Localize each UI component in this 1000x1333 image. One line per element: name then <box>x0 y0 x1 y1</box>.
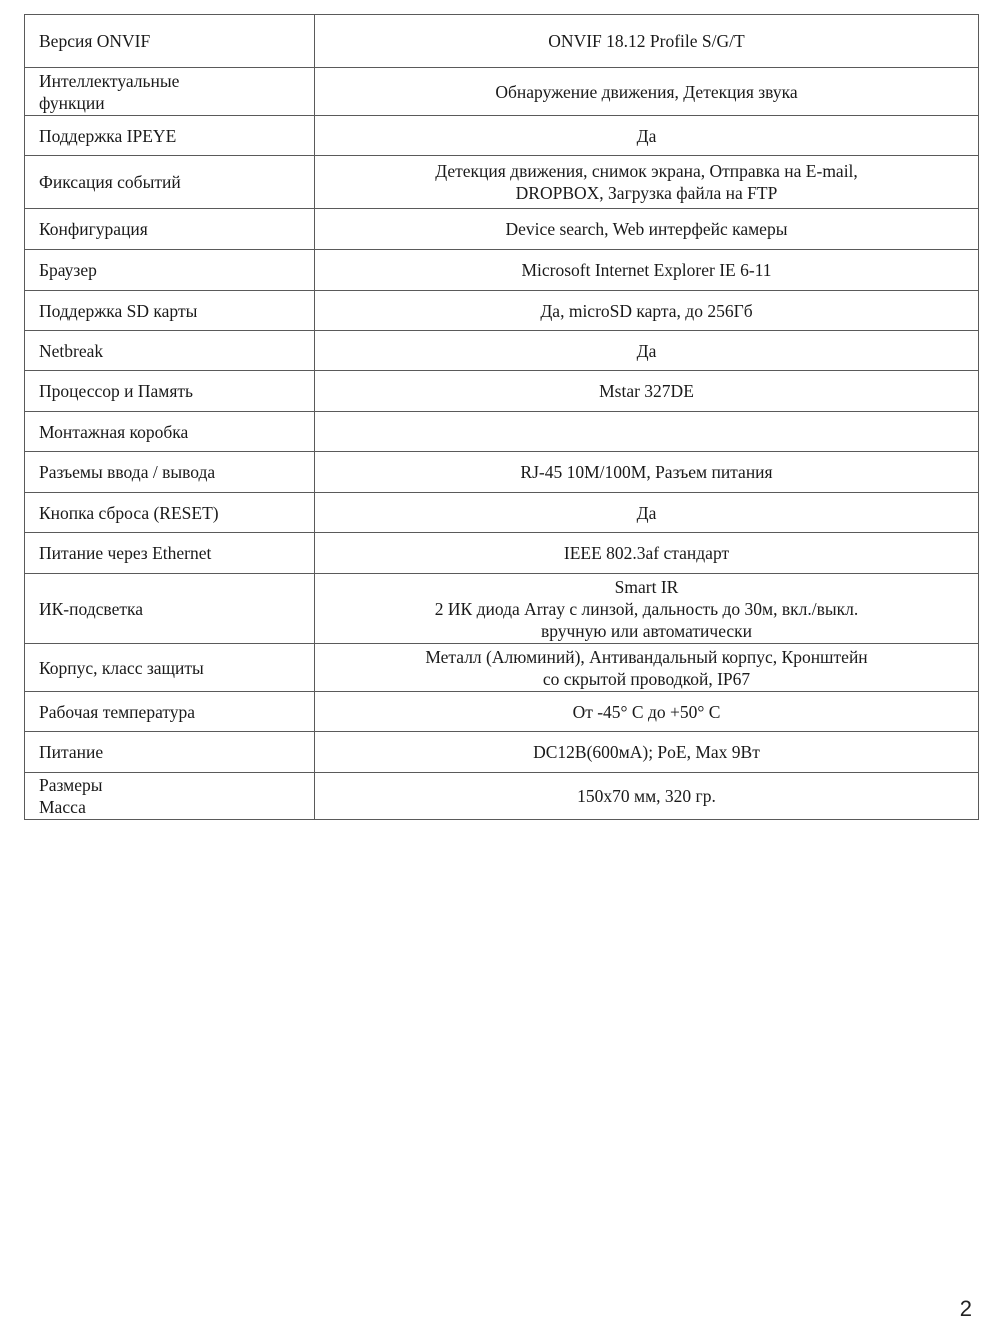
value-cell <box>315 68 979 116</box>
value-text: ONVIF 18.12 Profile S/G/T <box>548 31 745 51</box>
param-cell <box>25 692 315 732</box>
param-cell <box>25 574 315 644</box>
value-cell <box>315 773 979 820</box>
page-number: 2 <box>959 1296 972 1321</box>
param-cell <box>25 250 315 291</box>
value-cell <box>315 533 979 574</box>
value-text: Да <box>636 125 657 146</box>
table-row <box>25 644 979 692</box>
value-text: RJ-45 10M/100M, Разъем питания <box>520 462 773 482</box>
value-text: Металл (Алюминий), Антивандальный корпус, Кронштейн <box>425 646 868 667</box>
param-text: Монтажная коробка <box>39 421 189 442</box>
table-row <box>25 773 979 820</box>
value-cell <box>315 209 979 250</box>
value-text: Детекция движения, снимок экрана, Отправка на E-mail, <box>435 161 858 181</box>
param-text: Интеллектуальные <box>39 70 180 91</box>
param-text: Конфигурация <box>39 219 148 239</box>
value-text: IEEE 802.3af стандарт <box>563 543 730 563</box>
param-text: Поддержка SD карты <box>39 300 198 321</box>
param-cell <box>25 371 315 412</box>
param-cell <box>25 116 315 156</box>
param-text: Кнопка сброса (RESET) <box>39 502 219 523</box>
value-text: Microsoft Internet Explorer IE 6-11 <box>521 260 772 280</box>
value-cell <box>315 371 979 412</box>
param-cell <box>25 452 315 493</box>
param-text: Масса <box>39 797 86 817</box>
value-text: Да <box>636 340 657 361</box>
table-row <box>25 116 979 156</box>
table-row <box>25 493 979 533</box>
value-cell <box>315 732 979 773</box>
value-cell <box>315 291 979 331</box>
value-text: DROPBOX, Загрузка файла на FTP <box>515 183 778 203</box>
param-cell <box>25 773 315 820</box>
table-row <box>25 15 979 68</box>
table-row <box>25 209 979 250</box>
value-cell <box>315 15 979 68</box>
table-row <box>25 371 979 412</box>
value-cell <box>315 452 979 493</box>
table-row <box>25 692 979 732</box>
value-cell <box>315 493 979 533</box>
spec-table <box>24 14 979 820</box>
param-text: Браузер <box>39 260 97 280</box>
value-text: Обнаружение движения, Детекция звука <box>495 81 798 102</box>
table-row <box>25 452 979 493</box>
param-text: Питание через Ethernet <box>39 543 212 563</box>
value-text: вручную или автоматически <box>540 620 753 641</box>
table-row <box>25 250 979 291</box>
value-cell <box>315 644 979 692</box>
param-cell <box>25 493 315 533</box>
table-row <box>25 732 979 773</box>
value-cell <box>315 116 979 156</box>
table-row <box>25 574 979 644</box>
value-text: Mstar 327DE <box>599 381 694 401</box>
param-cell <box>25 644 315 692</box>
param-cell <box>25 412 315 452</box>
value-cell <box>315 331 979 371</box>
param-cell <box>25 15 315 68</box>
param-text: Корпус, класс защиты <box>39 657 204 678</box>
value-text: Smart IR <box>614 576 679 597</box>
value-cell <box>315 412 979 452</box>
value-cell <box>315 574 979 644</box>
param-text: Рабочая температура <box>39 701 196 722</box>
value-text: 150х70 мм, 320 гр. <box>577 786 716 806</box>
param-text: Версия ONVIF <box>39 31 151 51</box>
param-text: Фиксация событий <box>39 172 181 192</box>
param-text: Поддержка IPEYE <box>39 125 177 146</box>
param-text: Размеры <box>39 775 103 795</box>
table-row <box>25 412 979 452</box>
param-cell <box>25 68 315 116</box>
param-text: Питание <box>39 742 104 762</box>
value-cell <box>315 156 979 209</box>
param-text: Процессор и Память <box>39 381 194 401</box>
table-row <box>25 331 979 371</box>
param-cell <box>25 732 315 773</box>
table-row <box>25 156 979 209</box>
param-text: Netbreak <box>39 340 104 361</box>
value-text: Device search, Web интерфейс камеры <box>505 219 788 239</box>
value-text: DC12В(600мА); PoE, Max 9Вт <box>533 742 760 762</box>
table-row <box>25 533 979 574</box>
param-cell <box>25 209 315 250</box>
table-row <box>25 291 979 331</box>
value-text: Да <box>636 502 657 523</box>
value-text: со скрытой проводкой, IP67 <box>542 668 751 689</box>
param-text: ИК-подсветка <box>39 598 144 619</box>
param-cell <box>25 291 315 331</box>
value-text: Да, microSD карта, до 256Гб <box>540 300 753 321</box>
value-cell <box>315 692 979 732</box>
param-cell <box>25 156 315 209</box>
param-cell <box>25 533 315 574</box>
table-row <box>25 68 979 116</box>
param-cell <box>25 331 315 371</box>
param-text: функции <box>39 92 105 113</box>
value-text: От -45° C до +50° C <box>572 701 721 722</box>
param-text: Разъемы ввода / вывода <box>39 462 216 482</box>
value-text: 2 ИК диода Array с линзой, дальность до 30м, вкл./выкл. <box>434 598 859 619</box>
value-cell <box>315 250 979 291</box>
